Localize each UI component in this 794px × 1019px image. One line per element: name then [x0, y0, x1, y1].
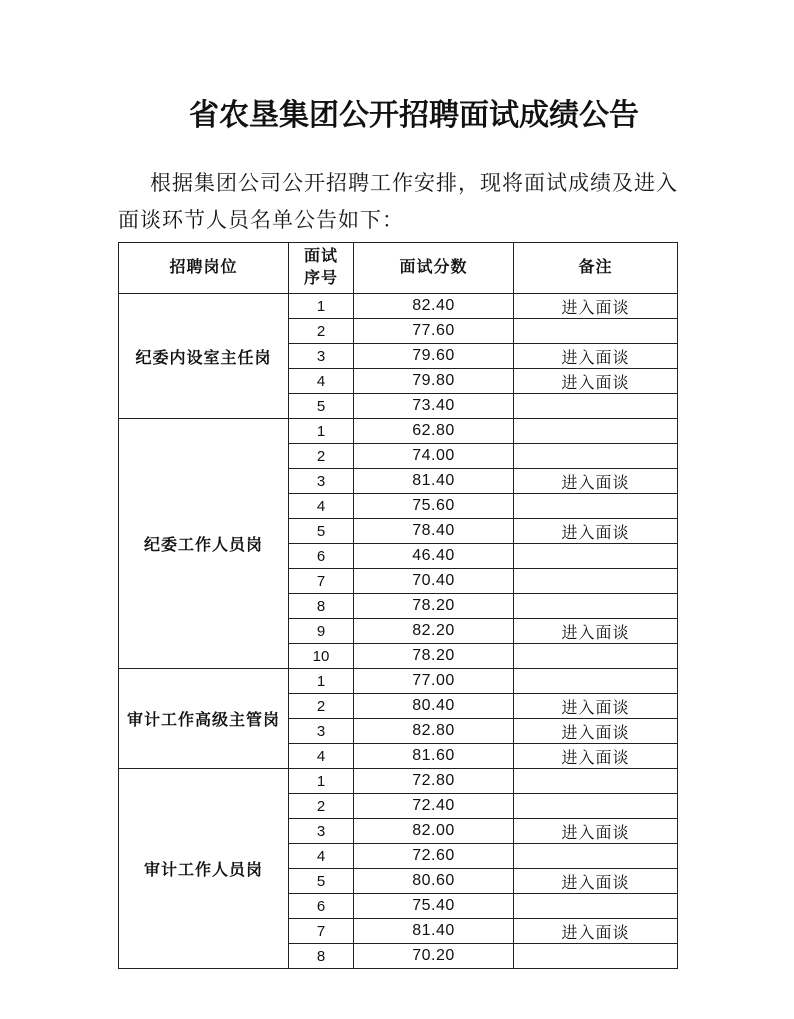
remark: 进入面谈 — [514, 869, 678, 894]
remark — [514, 594, 678, 619]
table-row — [119, 294, 678, 319]
interview-no: 1 — [289, 769, 354, 794]
interview-score: 81.40 — [354, 919, 514, 944]
interview-no: 3 — [289, 719, 354, 744]
interview-score: 75.40 — [354, 894, 514, 919]
remark — [514, 669, 678, 694]
interview-score: 82.40 — [354, 294, 514, 319]
position-group-3 — [119, 669, 678, 769]
remark — [514, 644, 678, 669]
interview-score: 79.80 — [354, 369, 514, 394]
table-header — [119, 243, 678, 294]
interview-score: 82.80 — [354, 719, 514, 744]
remark — [514, 769, 678, 794]
remark: 进入面谈 — [514, 369, 678, 394]
remark: 进入面谈 — [514, 694, 678, 719]
remark — [514, 844, 678, 869]
interview-score: 82.20 — [354, 619, 514, 644]
position-name: 审计工作高级主管岗 — [119, 669, 289, 769]
document-title: 省农垦集团公开招聘面试成绩公告 — [189, 99, 639, 132]
remark — [514, 494, 678, 519]
interview-score: 79.60 — [354, 344, 514, 369]
interview-no: 8 — [289, 944, 354, 969]
interview-no: 5 — [289, 869, 354, 894]
position-name: 纪委工作人员岗 — [119, 419, 289, 669]
interview-score: 81.40 — [354, 469, 514, 494]
interview-score: 80.60 — [354, 869, 514, 894]
remark: 进入面谈 — [514, 919, 678, 944]
header-interview-no: 面试序号 — [289, 243, 354, 294]
remark — [514, 544, 678, 569]
remark — [514, 944, 678, 969]
position-name: 纪委内设室主任岗 — [119, 294, 289, 419]
table-row — [119, 669, 678, 694]
intro-line-2: 面谈环节人员名单公告如下： — [118, 208, 404, 232]
interview-score: 81.60 — [354, 744, 514, 769]
interview-score: 78.40 — [354, 519, 514, 544]
interview-no: 5 — [289, 394, 354, 419]
interview-no: 4 — [289, 744, 354, 769]
remark: 进入面谈 — [514, 519, 678, 544]
interview-score: 72.80 — [354, 769, 514, 794]
remark — [514, 419, 678, 444]
position-group-4 — [119, 769, 678, 969]
interview-no: 8 — [289, 594, 354, 619]
header-remark: 备注 — [514, 243, 678, 294]
remark: 进入面谈 — [514, 744, 678, 769]
interview-no: 2 — [289, 694, 354, 719]
header-row — [119, 243, 678, 294]
table-row — [119, 769, 678, 794]
table-row — [119, 419, 678, 444]
header-position: 招聘岗位 — [119, 243, 289, 294]
remark — [514, 394, 678, 419]
remark: 进入面谈 — [514, 344, 678, 369]
interview-score: 72.60 — [354, 844, 514, 869]
remark: 进入面谈 — [514, 294, 678, 319]
interview-no: 6 — [289, 544, 354, 569]
position-name: 审计工作人员岗 — [119, 769, 289, 969]
interview-no: 5 — [289, 519, 354, 544]
interview-score: 77.00 — [354, 669, 514, 694]
interview-no: 1 — [289, 294, 354, 319]
interview-score: 70.40 — [354, 569, 514, 594]
remark: 进入面谈 — [514, 619, 678, 644]
interview-score: 62.80 — [354, 419, 514, 444]
interview-score: 73.40 — [354, 394, 514, 419]
interview-no: 3 — [289, 344, 354, 369]
interview-score: 80.40 — [354, 694, 514, 719]
remark — [514, 444, 678, 469]
interview-no: 10 — [289, 644, 354, 669]
header-interview-score: 面试分数 — [354, 243, 514, 294]
interview-no: 4 — [289, 494, 354, 519]
remark — [514, 894, 678, 919]
interview-no: 2 — [289, 444, 354, 469]
interview-no: 2 — [289, 794, 354, 819]
interview-score: 82.00 — [354, 819, 514, 844]
interview-no: 3 — [289, 469, 354, 494]
interview-no: 1 — [289, 419, 354, 444]
remark: 进入面谈 — [514, 819, 678, 844]
interview-score-table — [118, 242, 678, 969]
position-group-1 — [119, 294, 678, 419]
remark — [514, 319, 678, 344]
interview-score: 70.20 — [354, 944, 514, 969]
interview-no: 7 — [289, 569, 354, 594]
interview-score: 46.40 — [354, 544, 514, 569]
interview-score: 77.60 — [354, 319, 514, 344]
remark: 进入面谈 — [514, 719, 678, 744]
interview-no: 9 — [289, 619, 354, 644]
interview-score: 78.20 — [354, 594, 514, 619]
interview-no: 3 — [289, 819, 354, 844]
intro-paragraph — [118, 165, 680, 239]
interview-score: 78.20 — [354, 644, 514, 669]
interview-no: 4 — [289, 369, 354, 394]
interview-no: 7 — [289, 919, 354, 944]
position-group-2 — [119, 419, 678, 669]
remark — [514, 569, 678, 594]
interview-score: 72.40 — [354, 794, 514, 819]
intro-line-1: 根据集团公司公开招聘工作安排，现将面试成绩及进入 — [150, 171, 678, 195]
interview-score: 74.00 — [354, 444, 514, 469]
interview-no: 4 — [289, 844, 354, 869]
interview-no: 2 — [289, 319, 354, 344]
remark: 进入面谈 — [514, 469, 678, 494]
remark — [514, 794, 678, 819]
interview-no: 6 — [289, 894, 354, 919]
interview-score: 75.60 — [354, 494, 514, 519]
interview-no: 1 — [289, 669, 354, 694]
